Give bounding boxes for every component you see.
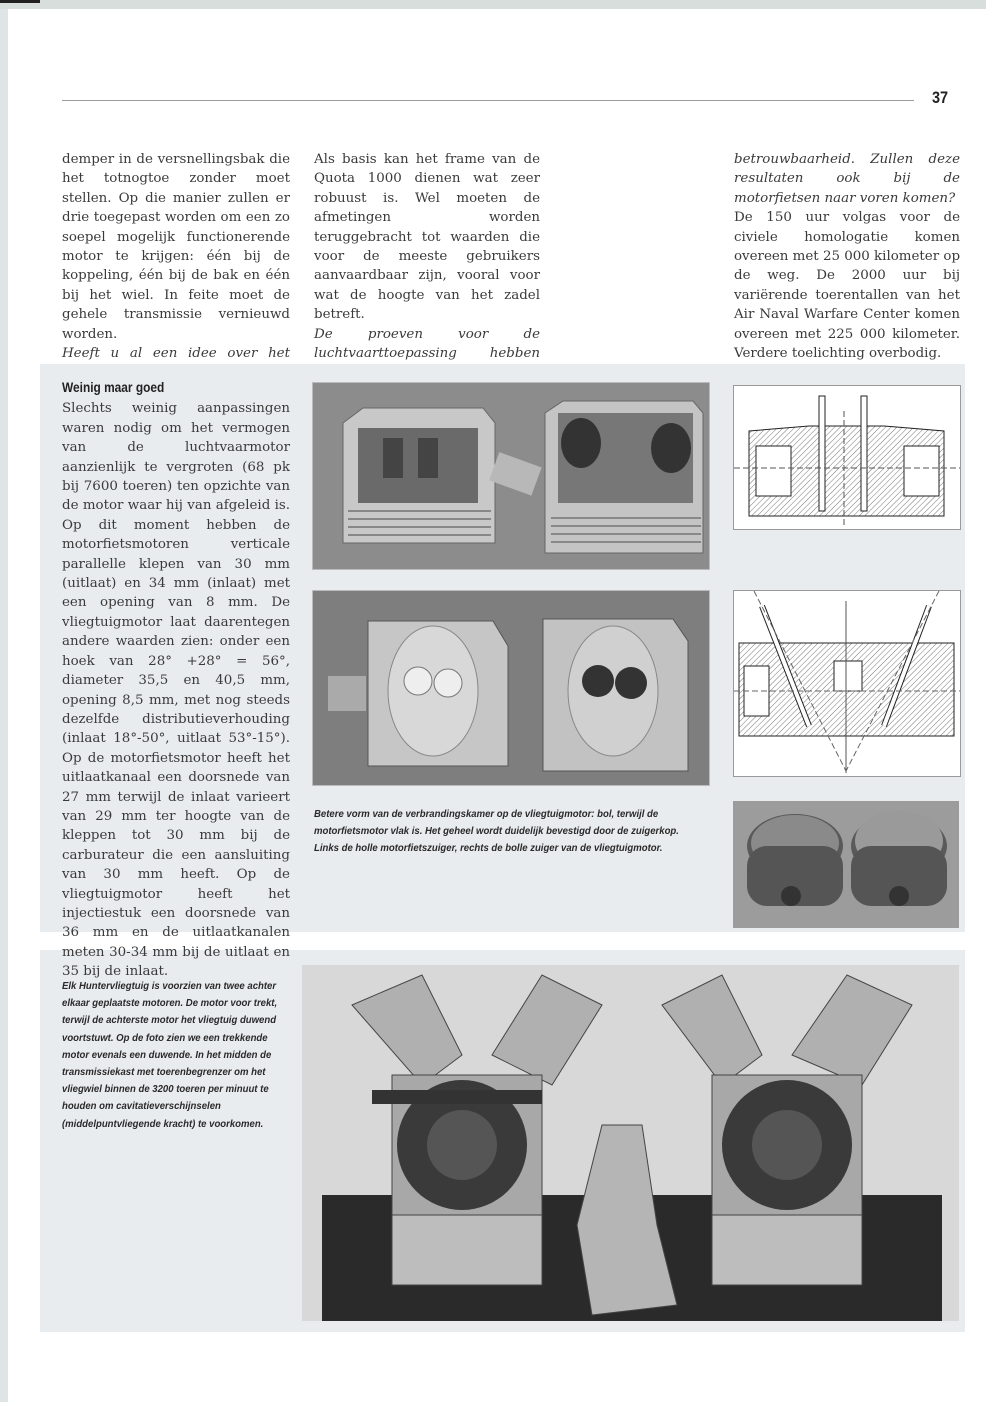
photo-cylinder-heads-top (312, 382, 710, 570)
scan-left-edge (0, 9, 8, 1402)
text-column-1 (62, 150, 290, 383)
paragraph: Als basis kan het frame van de Quota 1000 dienen wat zeer robuust is. Wel moeten de afmetingen worden teruggebracht tot waarden die voor de meeste gebruikers aanvaardbaar zijn, vooral voor wat de hoogte van het zadel betreft. (314, 152, 540, 323)
sidebar-body: Slechts weinig aanpassingen waren nodig om het vermogen van de luchtvaarmotor aanzienlijk te vergroten (68 pk bij 7600 toeren) ten opzichte van de motor waar hij van afgeleid is. Op dit moment hebben de motorfietsmotoren verticale parallelle klepen van 30 mm (uitlaat) en 34 mm (inlaat) met een opening van 8 mm. De vliegtuigmotor laat daarentegen andere waarden zien: onder een hoek van 28° +28° = 56°, diameter 35,5 en 40,5 mm, opening 8,5 mm, met nog steeds dezelfde distributieverhouding (inlaat 18°-50°, uitlaat 53°-15°). Op de motorfietsmotor heeft het uitlaatkanaal een doorsnede van 27 mm terwijl de inlaat varieert van 29 mm ter hoogte van de kleppen tot 30 mm bij de carburateur die een aansluiting van 30 mm heeft. Op de vliegtuigmotor heeft het injectiestuk een doorsnede van 36 mm en de uitlaatkanalen meten 30-34 mm bij de uitlaat en 35 bij de inlaat. (62, 401, 290, 980)
photo-pistons (733, 801, 959, 928)
paragraph: demper in de versnellingsbak die het totnogtoe zonder moet stellen. Op die manier zullen er drie toegepast worden om een zo soepel mogelijk functionerende motor te krijgen: één bij de koppeling, één bij de bak en één bij het wiel. In feite moet de gehele transmissie vernieuwd worden. (62, 152, 290, 342)
diagram-angled-valves (733, 590, 961, 777)
sidebar-box (62, 378, 290, 982)
caption-combustion-chamber: Betere vorm van de verbrandingskamer op de vliegtuigmotor: bol, terwijl de motorfietsmotor vlak is. Het geheel wordt duidelijk bevestigd door de zuigerkop. Links de holle motorfietszuiger, rechts de bolle zuiger van de vliegtuigmotor. (314, 809, 679, 855)
text-column-3 (734, 150, 960, 363)
diagram-parallel-valves (733, 385, 961, 530)
paragraph: De 150 uur volgas voor de civiele homologatie komen overeen met 25 000 kilometer op de weg. De 2000 uur bij variërende toerentallen van het Air Naval Warfare Center komen overeen met 225 000 kilometer. Verdere toelichting overbodig. (734, 210, 961, 362)
photo-combustion-chambers (312, 590, 710, 786)
photo-twin-engines-transmission (302, 965, 959, 1321)
caption-hunter-engines: Elk Huntervliegtuig is voorzien van twee achter elkaar geplaatste motoren. De motor voor trekt, terwijl de achterste motor het vliegtuig duwend voortstuwt. Op de foto zien we een trekkende motor evenals een duwende. In het midden de transmissiekast met toerenbegrenzer om het vliegwiel binnen de 3200 toeren per minuut te houden om cavitatieverschijnselen (middelpuntvliegende kracht) te voorkomen. (62, 981, 278, 1130)
interview-question: De proeven voor de luchtvaarttoepassing hebben (314, 326, 540, 362)
interview-question: Heeft u al een idee over het (62, 346, 290, 362)
page-number: 37 (932, 88, 949, 107)
scan-top-edge (0, 0, 986, 9)
sidebar-heading: Weinig maar goed (62, 379, 165, 395)
header-rule (62, 100, 914, 101)
interview-question: betrouwbaarheid. Zullen deze resultaten ook bij de motorfietsen naar voren komen? (734, 152, 960, 206)
